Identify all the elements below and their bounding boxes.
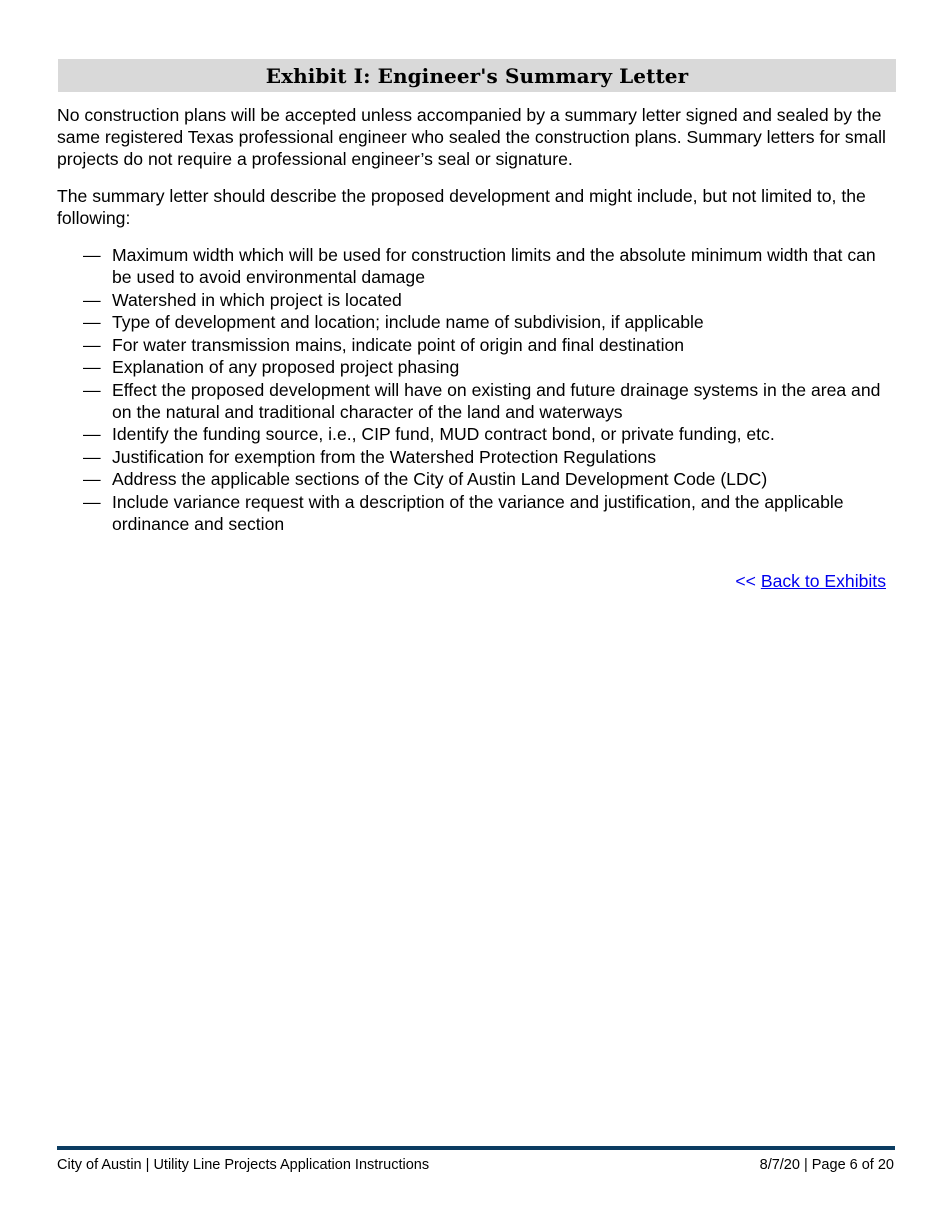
list-item	[83, 491, 897, 535]
list-item	[83, 244, 897, 288]
list-item	[83, 379, 897, 423]
list-item	[83, 446, 897, 468]
dash-bullet-icon: —	[83, 357, 101, 377]
list-item	[83, 468, 897, 490]
footer-document-title: City of Austin | Utility Line Projects Application Instructions	[57, 1157, 430, 1173]
list-item-text: Watershed in which project is located	[112, 289, 402, 310]
dash-bullet-icon: —	[83, 245, 101, 265]
intro-paragraph: No construction plans will be accepted unless accompanied by a summary letter signed and sealed by the same registered Texas professional engineer who sealed the construction plans. Summary letters for small projects do not require a professional engineer’s seal or signature.	[57, 105, 886, 169]
dash-bullet-icon: —	[83, 469, 101, 489]
dash-bullet-icon: —	[83, 289, 101, 310]
list-item-text: Type of development and location; include name of subdivision, if applicable	[112, 312, 704, 332]
list-item-text: Include variance request with a description of the variance and justification, and the applicable ordinance and section	[112, 491, 844, 534]
dash-bullet-icon: —	[83, 312, 101, 332]
list-item	[83, 289, 897, 311]
list-item	[83, 334, 897, 356]
list-item	[83, 311, 897, 333]
list-item	[83, 356, 897, 378]
footer-page-info: 8/7/20 | Page 6 of 20	[759, 1157, 894, 1173]
dash-bullet-icon: —	[83, 334, 101, 355]
dash-bullet-icon: —	[83, 379, 101, 400]
list-item	[83, 423, 897, 445]
list-item-text: Address the applicable sections of the City of Austin Land Development Code (LDC)	[112, 469, 768, 489]
page-title: Exhibit I: Engineer's Summary Letter	[265, 63, 689, 88]
list-item-text: Justification for exemption from the Watershed Protection Regulations	[112, 446, 657, 467]
footer-divider	[57, 1146, 895, 1150]
description-paragraph: The summary letter should describe the proposed development and might include, but not limited to, the following:	[57, 186, 866, 228]
document-body	[57, 104, 897, 535]
list-item-text: Explanation of any proposed project phasing	[112, 357, 460, 377]
list-item-text: Effect the proposed development will have on existing and future drainage systems in the area and on the natural and traditional character of the land and waterways	[112, 379, 881, 422]
dash-bullet-icon: —	[83, 424, 101, 444]
exhibit-heading-bar	[58, 59, 896, 92]
list-item-text: Identify the funding source, i.e., CIP fund, MUD contract bond, or private funding, etc.	[112, 424, 775, 444]
dash-bullet-icon: —	[83, 446, 101, 467]
back-navigation	[735, 570, 886, 592]
back-arrow-icon: <<	[735, 571, 756, 591]
list-item-text: Maximum width which will be used for construction limits and the absolute minimum width that can be used to avoid environmental damage	[112, 245, 876, 287]
summary-letter-items	[57, 244, 897, 535]
back-to-exhibits-link[interactable]: Back to Exhibits	[760, 571, 886, 591]
dash-bullet-icon: —	[83, 491, 101, 512]
list-item-text: For water transmission mains, indicate point of origin and final destination	[112, 334, 685, 355]
